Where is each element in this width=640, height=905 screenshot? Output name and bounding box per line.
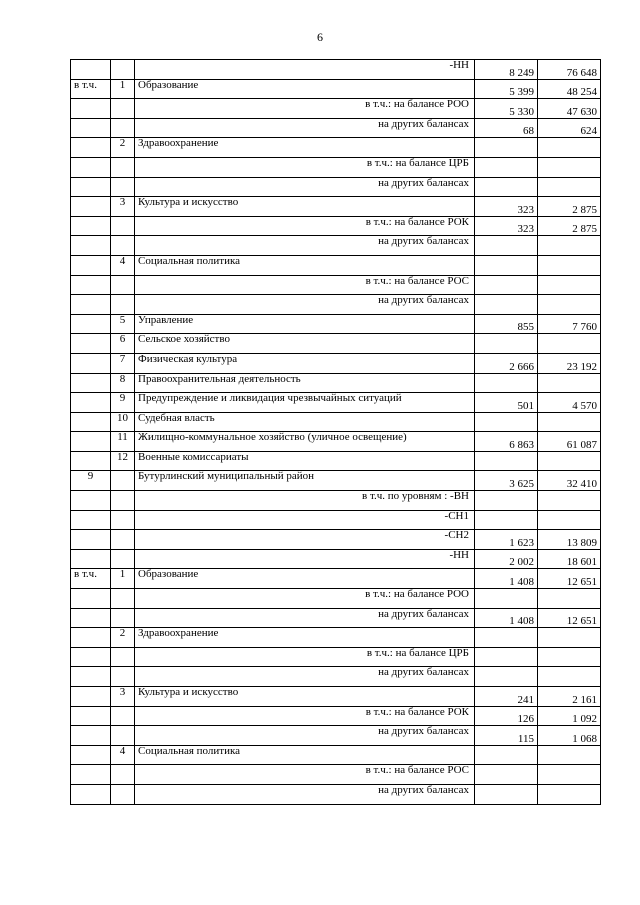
row-value1-cell [475, 138, 538, 158]
table-row [71, 608, 601, 628]
row-name-cell: -НН [135, 549, 475, 569]
row-value1-cell [475, 255, 538, 275]
row-number-cell [111, 549, 135, 569]
table-row [71, 334, 601, 354]
row-number-cell: 3 [111, 687, 135, 707]
row-number-cell: 9 [111, 393, 135, 413]
row-value1-cell: 241 [475, 687, 538, 707]
row-value2-cell [538, 647, 601, 667]
row-name-cell: Военные комиссариаты [135, 451, 475, 471]
table-row [71, 784, 601, 804]
row-prefix-cell [71, 177, 111, 197]
row-prefix-cell [71, 295, 111, 315]
row-value2-cell [538, 667, 601, 687]
row-prefix-cell [71, 412, 111, 432]
table-row [71, 393, 601, 413]
row-value1-cell [475, 510, 538, 530]
table-row [71, 118, 601, 138]
row-number-cell: 12 [111, 451, 135, 471]
table-row [71, 255, 601, 275]
row-value2-cell [538, 784, 601, 804]
row-prefix-cell [71, 118, 111, 138]
row-name-cell: Социальная политика [135, 255, 475, 275]
row-value1-cell [475, 412, 538, 432]
row-prefix-cell [71, 765, 111, 785]
row-value2-cell [538, 177, 601, 197]
row-value1-cell [475, 373, 538, 393]
row-prefix-cell [71, 530, 111, 550]
row-name-cell: Культура и искусство [135, 197, 475, 217]
table-row [71, 745, 601, 765]
row-name-cell: в т.ч. по уровням : -ВН [135, 491, 475, 511]
row-prefix-cell [71, 549, 111, 569]
row-name-cell: Физическая культура [135, 353, 475, 373]
row-name-cell: -СН1 [135, 510, 475, 530]
row-value1-cell [475, 491, 538, 511]
row-value2-cell: 2 875 [538, 197, 601, 217]
row-number-cell: 1 [111, 569, 135, 589]
row-name-cell: -СН2 [135, 530, 475, 550]
row-value2-cell: 18 601 [538, 549, 601, 569]
row-value2-cell [538, 491, 601, 511]
row-number-cell [111, 608, 135, 628]
table-row [71, 589, 601, 609]
row-prefix-cell [71, 726, 111, 746]
row-number-cell [111, 784, 135, 804]
table-row [71, 197, 601, 217]
table-body [71, 60, 601, 805]
row-prefix-cell [71, 589, 111, 609]
table-row [71, 510, 601, 530]
row-prefix-cell [71, 275, 111, 295]
row-name-cell: на других балансах [135, 236, 475, 256]
row-prefix-cell [71, 393, 111, 413]
row-name-cell: Бутурлинский муниципальный район [135, 471, 475, 491]
row-number-cell [111, 275, 135, 295]
row-prefix-cell [71, 432, 111, 452]
row-value1-cell [475, 667, 538, 687]
table-row [71, 60, 601, 80]
row-number-cell: 6 [111, 334, 135, 354]
row-value2-cell [538, 157, 601, 177]
row-value1-cell: 68 [475, 118, 538, 138]
row-number-cell [111, 589, 135, 609]
row-value2-cell [538, 451, 601, 471]
row-value1-cell: 6 863 [475, 432, 538, 452]
row-value1-cell: 5 399 [475, 79, 538, 99]
row-prefix-cell [71, 197, 111, 217]
row-value2-cell: 32 410 [538, 471, 601, 491]
row-prefix-cell [71, 334, 111, 354]
row-number-cell [111, 530, 135, 550]
row-value1-cell [475, 765, 538, 785]
row-value2-cell: 1 068 [538, 726, 601, 746]
row-number-cell [111, 216, 135, 236]
row-value2-cell: 4 570 [538, 393, 601, 413]
table-row [71, 79, 601, 99]
row-number-cell: 11 [111, 432, 135, 452]
row-prefix-cell [71, 353, 111, 373]
row-value2-cell: 61 087 [538, 432, 601, 452]
row-value2-cell [538, 373, 601, 393]
row-value2-cell [538, 295, 601, 315]
row-name-cell: Культура и искусство [135, 687, 475, 707]
row-name-cell: Образование [135, 79, 475, 99]
data-table [70, 59, 601, 805]
row-prefix-cell [71, 628, 111, 648]
row-number-cell: 4 [111, 745, 135, 765]
row-prefix-cell [71, 99, 111, 119]
table-row [71, 216, 601, 236]
row-number-cell: 2 [111, 628, 135, 648]
row-prefix-cell: в т.ч. [71, 79, 111, 99]
row-prefix-cell [71, 157, 111, 177]
row-number-cell: 7 [111, 353, 135, 373]
row-value2-cell: 47 630 [538, 99, 601, 119]
row-value2-cell: 13 809 [538, 530, 601, 550]
row-value2-cell: 7 760 [538, 314, 601, 334]
row-prefix-cell [71, 647, 111, 667]
row-value1-cell [475, 451, 538, 471]
row-value2-cell [538, 589, 601, 609]
row-number-cell: 4 [111, 255, 135, 275]
row-value2-cell [538, 765, 601, 785]
table-row [71, 373, 601, 393]
row-value1-cell: 1 408 [475, 569, 538, 589]
row-value2-cell: 2 875 [538, 216, 601, 236]
row-prefix-cell [71, 451, 111, 471]
table-row [71, 491, 601, 511]
row-value1-cell: 2 002 [475, 549, 538, 569]
row-prefix-cell [71, 687, 111, 707]
row-name-cell: на других балансах [135, 295, 475, 315]
row-value1-cell [475, 177, 538, 197]
row-number-cell [111, 706, 135, 726]
row-value2-cell: 76 648 [538, 60, 601, 80]
table-row [71, 412, 601, 432]
row-number-cell: 3 [111, 197, 135, 217]
table-row [71, 236, 601, 256]
table-row [71, 765, 601, 785]
table-row [71, 432, 601, 452]
row-prefix-cell [71, 236, 111, 256]
row-number-cell [111, 726, 135, 746]
row-value1-cell [475, 236, 538, 256]
row-number-cell [111, 177, 135, 197]
row-value1-cell [475, 157, 538, 177]
row-name-cell: Управление [135, 314, 475, 334]
row-value1-cell: 3 625 [475, 471, 538, 491]
row-value1-cell [475, 334, 538, 354]
row-value1-cell: 855 [475, 314, 538, 334]
row-name-cell: Здравоохранение [135, 138, 475, 158]
row-prefix-cell [71, 314, 111, 334]
table-row [71, 451, 601, 471]
row-number-cell [111, 765, 135, 785]
row-prefix-cell [71, 216, 111, 236]
row-value1-cell [475, 647, 538, 667]
row-number-cell [111, 157, 135, 177]
row-value1-cell [475, 628, 538, 648]
row-value2-cell [538, 275, 601, 295]
row-value1-cell: 1 623 [475, 530, 538, 550]
table-row [71, 157, 601, 177]
row-prefix-cell [71, 491, 111, 511]
row-value2-cell: 2 161 [538, 687, 601, 707]
row-prefix-cell [71, 60, 111, 80]
row-value2-cell: 624 [538, 118, 601, 138]
row-name-cell: в т.ч.: на балансе ЦРБ [135, 647, 475, 667]
row-name-cell: на других балансах [135, 177, 475, 197]
table-row [71, 549, 601, 569]
row-name-cell: в т.ч.: на балансе РОС [135, 275, 475, 295]
row-number-cell [111, 295, 135, 315]
row-value1-cell: 5 330 [475, 99, 538, 119]
table-row [71, 295, 601, 315]
table-row [71, 647, 601, 667]
row-name-cell: в т.ч.: на балансе РОС [135, 765, 475, 785]
table-row [71, 353, 601, 373]
row-name-cell: в т.ч.: на балансе РОК [135, 706, 475, 726]
row-number-cell [111, 60, 135, 80]
table-row [71, 99, 601, 119]
row-number-cell [111, 491, 135, 511]
row-number-cell: 10 [111, 412, 135, 432]
row-value1-cell [475, 589, 538, 609]
row-name-cell: Предупреждение и ликвидация чрезвычайных ситуаций [135, 393, 475, 413]
row-name-cell: на других балансах [135, 608, 475, 628]
row-value2-cell [538, 628, 601, 648]
row-name-cell: на других балансах [135, 667, 475, 687]
row-value2-cell [538, 236, 601, 256]
row-number-cell: 5 [111, 314, 135, 334]
row-number-cell [111, 510, 135, 530]
row-name-cell: на других балансах [135, 726, 475, 746]
row-value2-cell: 12 651 [538, 608, 601, 628]
row-name-cell: Здравоохранение [135, 628, 475, 648]
table-row [71, 530, 601, 550]
table-row [71, 628, 601, 648]
page-number: 6 [317, 30, 323, 44]
row-prefix-cell: 9 [71, 471, 111, 491]
row-name-cell: на других балансах [135, 118, 475, 138]
row-value2-cell [538, 412, 601, 432]
row-number-cell [111, 99, 135, 119]
row-name-cell: в т.ч.: на балансе РОО [135, 99, 475, 119]
row-value1-cell [475, 745, 538, 765]
row-name-cell: Правоохранительная деятельность [135, 373, 475, 393]
row-number-cell: 1 [111, 79, 135, 99]
row-name-cell: на других балансах [135, 784, 475, 804]
row-value2-cell [538, 255, 601, 275]
table-row [71, 569, 601, 589]
row-value1-cell: 126 [475, 706, 538, 726]
row-prefix-cell [71, 373, 111, 393]
row-value2-cell [538, 745, 601, 765]
row-value2-cell [538, 510, 601, 530]
table-row [71, 314, 601, 334]
row-prefix-cell [71, 667, 111, 687]
row-value1-cell [475, 275, 538, 295]
row-number-cell: 8 [111, 373, 135, 393]
row-prefix-cell [71, 138, 111, 158]
row-value1-cell: 323 [475, 216, 538, 236]
table-row [71, 471, 601, 491]
row-value2-cell: 23 192 [538, 353, 601, 373]
table-row [71, 687, 601, 707]
row-name-cell: в т.ч.: на балансе ЦРБ [135, 157, 475, 177]
row-prefix-cell [71, 784, 111, 804]
row-prefix-cell [71, 608, 111, 628]
row-number-cell [111, 118, 135, 138]
row-prefix-cell [71, 510, 111, 530]
row-value2-cell: 1 092 [538, 706, 601, 726]
row-prefix-cell [71, 255, 111, 275]
row-name-cell: в т.ч.: на балансе РОО [135, 589, 475, 609]
row-name-cell: Социальная политика [135, 745, 475, 765]
row-name-cell: в т.ч.: на балансе РОК [135, 216, 475, 236]
row-value1-cell: 2 666 [475, 353, 538, 373]
row-name-cell: -НН [135, 60, 475, 80]
table-row [71, 177, 601, 197]
row-value2-cell: 48 254 [538, 79, 601, 99]
row-prefix-cell [71, 706, 111, 726]
row-number-cell [111, 667, 135, 687]
row-value2-cell [538, 138, 601, 158]
table-row [71, 667, 601, 687]
row-number-cell [111, 471, 135, 491]
row-value1-cell: 323 [475, 197, 538, 217]
row-value1-cell [475, 784, 538, 804]
row-value1-cell [475, 295, 538, 315]
row-number-cell [111, 236, 135, 256]
table-row [71, 706, 601, 726]
row-number-cell: 2 [111, 138, 135, 158]
table-row [71, 138, 601, 158]
row-name-cell: Судебная власть [135, 412, 475, 432]
row-value1-cell: 8 249 [475, 60, 538, 80]
table-row [71, 726, 601, 746]
row-name-cell: Жилищно-коммунальное хозяйство (уличное освещение) [135, 432, 475, 452]
row-name-cell: Образование [135, 569, 475, 589]
row-value1-cell: 115 [475, 726, 538, 746]
row-name-cell: Сельское хозяйство [135, 334, 475, 354]
row-number-cell [111, 647, 135, 667]
table-row [71, 275, 601, 295]
row-value2-cell: 12 651 [538, 569, 601, 589]
row-prefix-cell [71, 745, 111, 765]
row-prefix-cell: в т.ч. [71, 569, 111, 589]
row-value1-cell: 501 [475, 393, 538, 413]
row-value2-cell [538, 334, 601, 354]
row-value1-cell: 1 408 [475, 608, 538, 628]
